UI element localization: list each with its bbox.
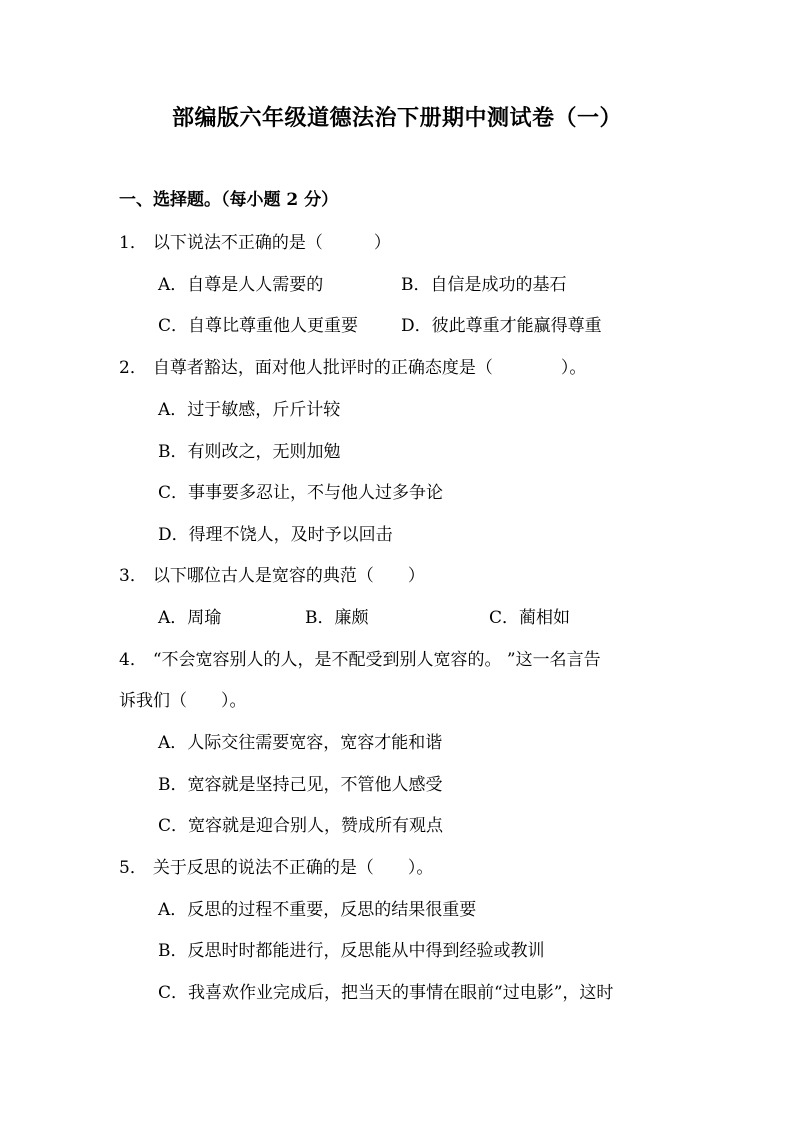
- question-5-option-b: B．反思时时都能进行，反思能从中得到经验或教训: [158, 941, 545, 961]
- question-2-option-d: D．得理不饶人，及时予以回击: [158, 525, 393, 545]
- question-text: 以下哪位古人是宽容的典范（ ）: [152, 566, 425, 586]
- question-2: [119, 355, 586, 381]
- question-2-option-a: A．过于敏感，斤斤计较: [158, 400, 341, 420]
- question-4-option-b: B．宽容就是坚持己见，不管他人感受: [158, 775, 443, 795]
- question-1: [119, 230, 391, 256]
- page-title: 部编版六年级道德法治下册期中测试卷（一）: [171, 105, 622, 131]
- question-3-option-b: B．廉颇: [305, 608, 369, 628]
- question-1-option-a: A．自尊是人人需要的: [158, 275, 324, 295]
- question-5-option-a: A．反思的过程不重要，反思的结果很重要: [158, 900, 477, 920]
- question-number: 5．: [119, 858, 147, 878]
- section-header: 一、选择题。（每小题 2 分）: [119, 190, 339, 210]
- question-1-option-d: D．彼此尊重才能赢得尊重: [401, 316, 602, 336]
- question-number: 4．: [119, 650, 147, 670]
- question-4-option-a: A．人际交往需要宽容，宽容才能和谐: [158, 733, 443, 753]
- question-1-option-b: B．自信是成功的基石: [401, 275, 567, 295]
- question-number: 1．: [119, 233, 147, 253]
- question-4: [119, 647, 601, 673]
- question-2-option-c: C．事事要多忍让，不与他人过多争论: [158, 483, 444, 503]
- question-text-line-1: “不会宽容别人的人，是不配受到别人宽容的。 ”这一名言告: [152, 650, 601, 670]
- question-5: [119, 855, 433, 881]
- question-4-option-c: C．宽容就是迎合别人，赞成所有观点: [158, 816, 444, 836]
- question-text: 以下说法不正确的是（ ）: [152, 233, 391, 253]
- question-2-option-b: B．有则改之，无则加勉: [158, 442, 341, 462]
- question-text: 关于反思的说法不正确的是（ ）。: [152, 858, 434, 878]
- question-number: 2．: [119, 358, 147, 378]
- question-text: 自尊者豁达，面对他人批评时的正确态度是（ ）。: [152, 358, 587, 378]
- question-3-option-a: A．周瑜: [158, 608, 222, 628]
- question-3-option-c: C．蔺相如: [489, 608, 571, 628]
- question-1-option-c: C．自尊比尊重他人更重要: [158, 316, 359, 336]
- question-3: [119, 563, 425, 589]
- question-5-option-c: C．我喜欢作业完成后，把当天的事情在眼前“过电影”，这时: [158, 983, 614, 1003]
- question-4-text-line-2: 诉我们（ ）。: [119, 691, 247, 711]
- question-number: 3．: [119, 566, 147, 586]
